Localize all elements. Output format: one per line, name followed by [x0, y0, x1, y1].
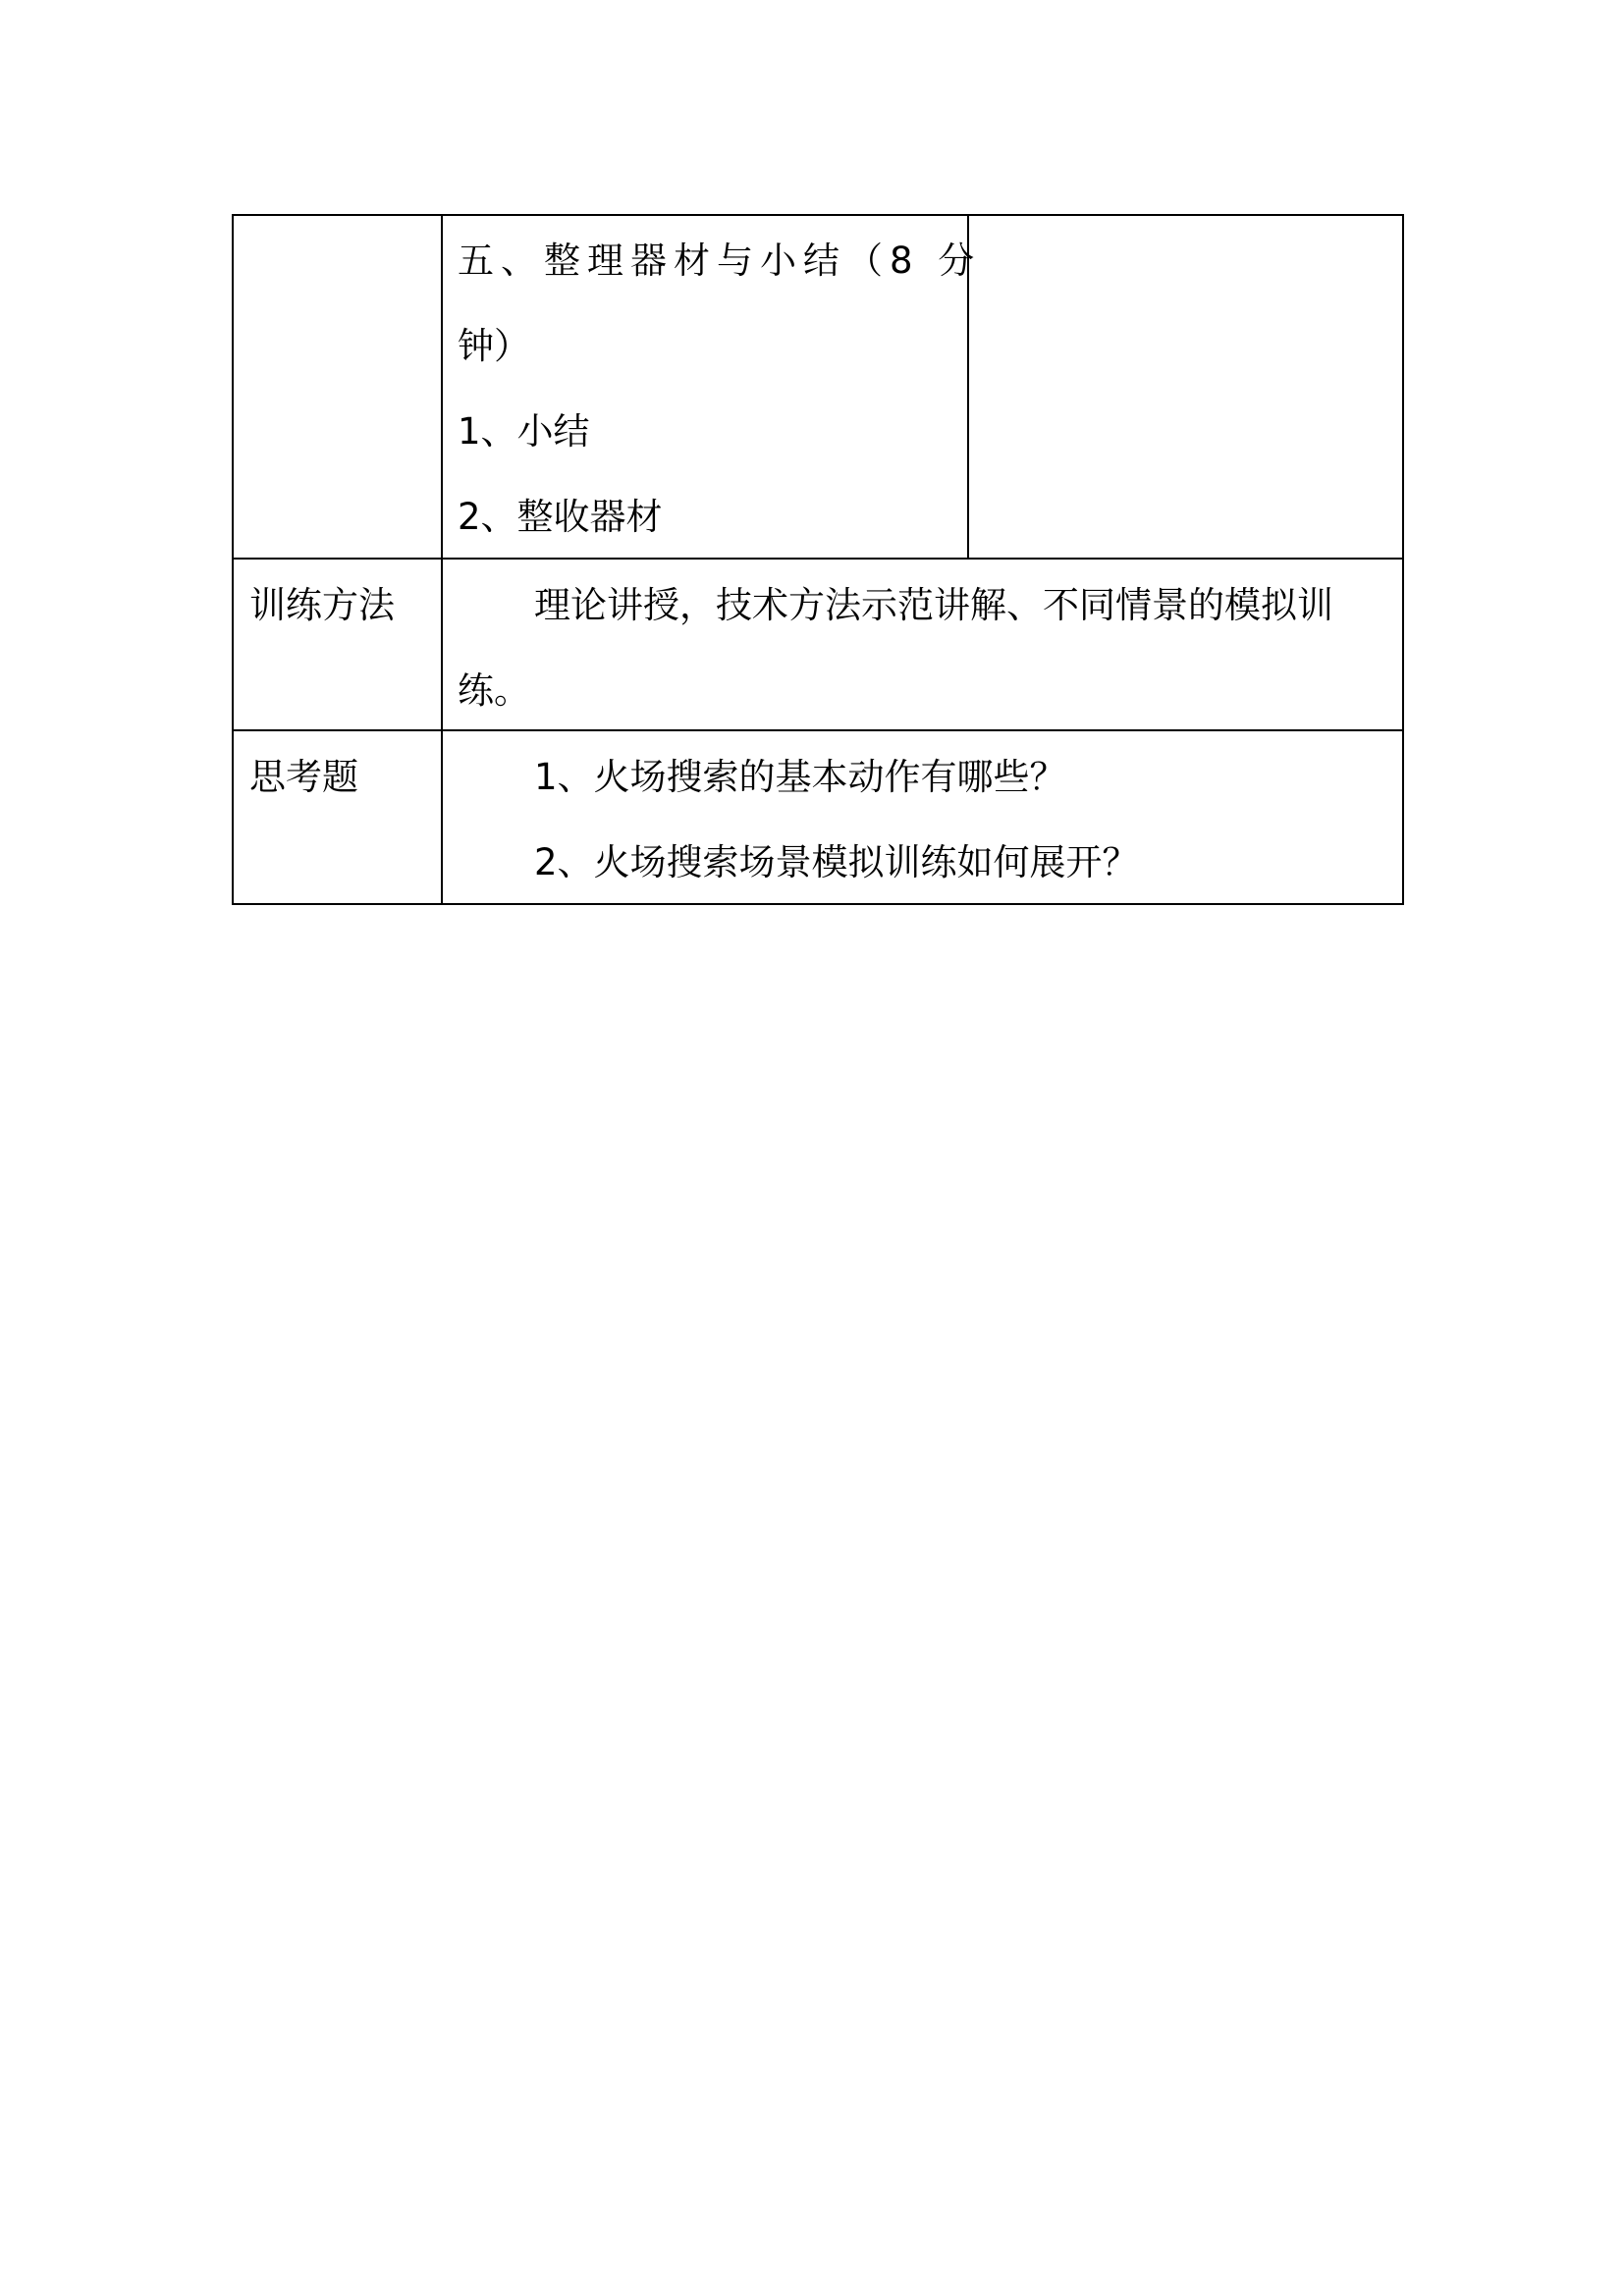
row3-question-2: 2、火场搜索场景模拟训练如何展开？: [534, 841, 1139, 883]
row2-content-line2: 练。: [458, 669, 530, 712]
row3-label: 思考题: [249, 756, 358, 798]
row1-item-2: 2、整收器材: [458, 496, 663, 538]
row1-item-1: 1、小结: [458, 410, 590, 453]
table-outer-border: [232, 214, 1404, 905]
table-row-divider-1: [232, 558, 1402, 560]
row1-heading-line1: 五、整理器材与小结（8 分: [458, 240, 982, 282]
row3-question-1: 1、火场搜索的基本动作有哪些？: [534, 756, 1066, 798]
table-row-divider-2: [232, 729, 1402, 731]
row2-content-line1: 理论讲授，技术方法示范讲解、不同情景的模拟训: [534, 584, 1333, 626]
row2-label: 训练方法: [249, 584, 395, 626]
row1-heading-line2: 钟）: [458, 325, 530, 367]
